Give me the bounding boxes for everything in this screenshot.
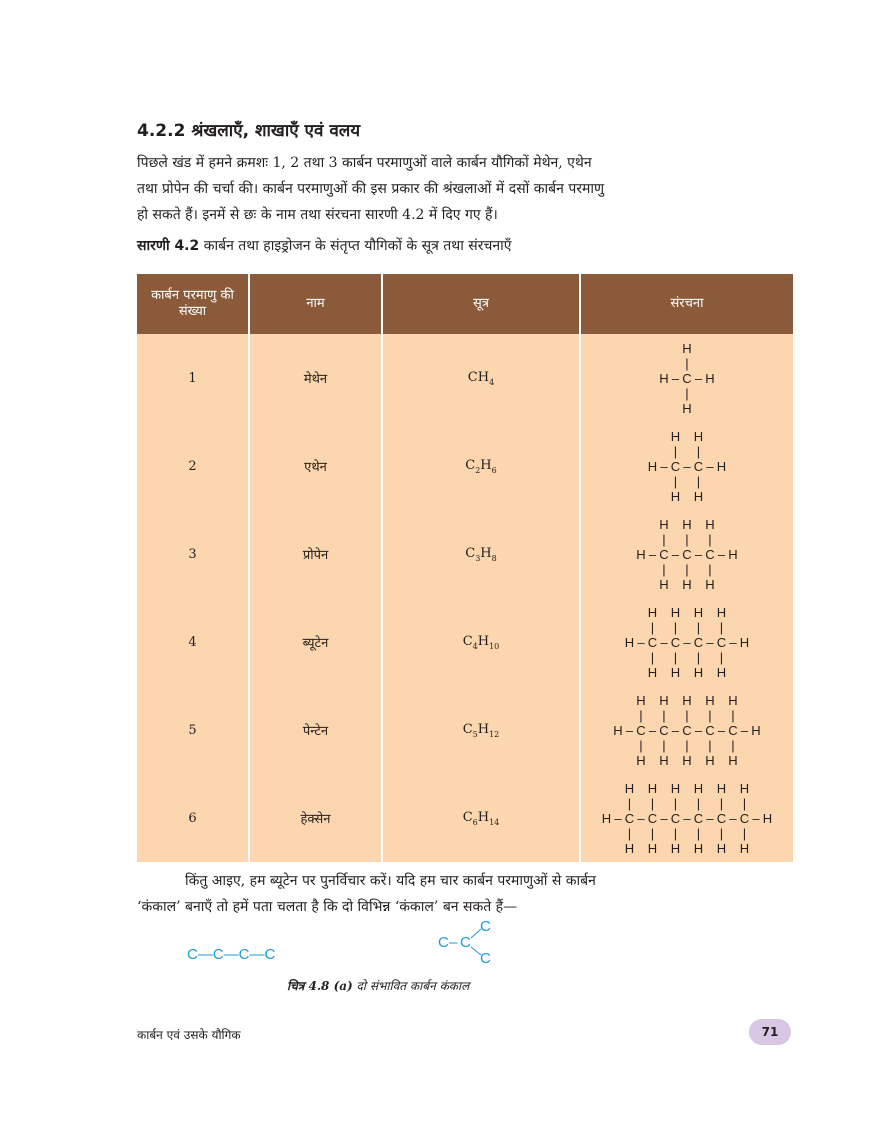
- structure-carbon-chain: H – C – C – C – C – H: [624, 634, 750, 650]
- structure-bottom-bonds: | | | | | |: [627, 825, 747, 841]
- compound-name: पेन्टेन: [249, 686, 382, 774]
- structure-carbon-chain: H – C – C – C – C – C – C – H: [601, 810, 773, 826]
- structure-carbon-chain: H – C – C – C – H: [636, 546, 738, 562]
- structure-bottom-hydrogens: H H H H H: [636, 752, 738, 768]
- table-row: [137, 422, 793, 510]
- header-name: नाम: [249, 274, 382, 334]
- compound-formula: $C_3H_8$: [382, 510, 580, 598]
- structure-bottom-bonds: | | | |: [650, 649, 724, 665]
- compound-formula: $C_2H_6$: [382, 422, 580, 510]
- structure-top-bonds: | | |: [662, 531, 712, 547]
- table-row: [137, 510, 793, 598]
- book-title: कार्बन एवं उसके यौगिक: [137, 1028, 241, 1042]
- structure-carbon-chain: H – C – C – C – C – C – H: [613, 722, 761, 738]
- table-row: [137, 598, 793, 686]
- structure-top-bonds: | |: [673, 443, 701, 459]
- branched-carbon: C: [480, 918, 491, 935]
- compound-name: प्रोपेन: [249, 510, 382, 598]
- branched-carbon: C: [480, 950, 491, 967]
- table-row: [137, 686, 793, 774]
- branched-skeleton: [438, 918, 498, 968]
- compound-structure: [580, 334, 793, 422]
- structure-top-hydrogens: H H H H H: [636, 692, 738, 708]
- structure-top-hydrogens: H H H H: [647, 604, 727, 620]
- header-structure: संरचना: [580, 274, 793, 334]
- table-caption-text: कार्बन तथा हाइड्रोजन के संतृप्त यौगिकों के सूत्र तथा संरचनाएँ: [199, 238, 512, 254]
- bond-dash: –: [449, 934, 458, 951]
- header-carbon-count: कार्बन परमाणु की संख्या: [137, 274, 249, 334]
- structure-top-hydrogens: H: [682, 340, 692, 356]
- carbon-count: 4: [137, 598, 249, 686]
- table-row: [137, 334, 793, 422]
- table-caption: [137, 236, 512, 255]
- table-caption-label: सारणी 4.2: [137, 238, 200, 254]
- carbon-count: 5: [137, 686, 249, 774]
- structure-bottom-hydrogens: H H H H: [647, 664, 727, 680]
- figure-caption: [287, 977, 469, 994]
- figure-caption-text: दो संभावित कार्बन कंकाल: [352, 979, 470, 993]
- structure-bottom-hydrogens: H H H: [659, 576, 715, 592]
- structure-carbon-chain: H – C – C – H: [647, 458, 727, 474]
- compound-name: हेक्सेन: [249, 774, 382, 862]
- table-row: [137, 774, 793, 862]
- structure-top-bonds: | | | | | |: [627, 795, 747, 811]
- butane-paragraph: [137, 868, 647, 920]
- carbon-count: 1: [137, 334, 249, 422]
- section-heading: 4.2.2 श्रंखलाएँ, शाखाएँ एवं वलय: [137, 121, 361, 141]
- page-number: 71: [749, 1019, 791, 1045]
- butane-line: किंतु आइए, हम ब्यूटेन पर पुनर्विचार करें। यदि हम चार कार्बन परमाणुओं से कार्बन: [185, 873, 596, 889]
- compound-name: ब्यूटेन: [249, 598, 382, 686]
- compound-structure: [580, 422, 793, 510]
- structure-bottom-bonds: | | |: [662, 561, 712, 577]
- compound-formula: $C_4H_{10}$: [382, 598, 580, 686]
- structure-top-bonds: | | | |: [650, 619, 724, 635]
- compound-structure: [580, 774, 793, 862]
- structure-top-hydrogens: H H H: [659, 516, 715, 532]
- straight-chain-skeleton: C—C—C—C: [187, 946, 276, 963]
- intro-line: हो सकते हैं। इनमें से छः के नाम तथा संरचना सारणी 4.2 में दिए गए हैं।: [137, 207, 498, 223]
- compound-formula: $CH_4$: [382, 334, 580, 422]
- structure-carbon-chain: H – C – H: [659, 370, 715, 386]
- structure-bottom-bonds: |: [685, 385, 689, 401]
- compound-name: एथेन: [249, 422, 382, 510]
- intro-line: तथा प्रोपेन की चर्चा की। कार्बन परमाणुओं की इस प्रकार की श्रंखलाओं में दसों कार्बन परमाणु: [137, 181, 605, 197]
- structure-bottom-bonds: | |: [673, 473, 701, 489]
- structure-top-bonds: |: [685, 355, 689, 371]
- figure-caption-label: चित्र 4.8 (a): [287, 979, 353, 993]
- structure-bottom-hydrogens: H: [682, 400, 692, 416]
- compound-name: मेथेन: [249, 334, 382, 422]
- structure-top-hydrogens: H H H H H H: [624, 780, 750, 796]
- structure-bottom-hydrogens: H H: [670, 488, 704, 504]
- carbon-count: 2: [137, 422, 249, 510]
- compound-formula: $C_5H_{12}$: [382, 686, 580, 774]
- compound-formula: $C_6H_{14}$: [382, 774, 580, 862]
- structure-top-bonds: | | | | |: [639, 707, 735, 723]
- intro-paragraph: [137, 150, 647, 228]
- intro-line: पिछले खंड में हमने क्रमशः 1, 2 तथा 3 कार्बन परमाणुओं वाले कार्बन यौगिकों मेथेन, एथेन: [137, 155, 592, 171]
- header-formula: सूत्र: [382, 274, 580, 334]
- structure-top-hydrogens: H H: [670, 428, 704, 444]
- butane-line: ‘कंकाल’ बनाएँ तो हमें पता चलता है कि दो विभिन्न ‘कंकाल’ बन सकते हैं—: [137, 899, 518, 915]
- table-header-row: [137, 274, 793, 334]
- branch-bonds: [438, 918, 498, 968]
- compound-structure: [580, 598, 793, 686]
- structure-bottom-hydrogens: H H H H H H: [624, 840, 750, 856]
- hydrocarbon-table: [137, 274, 793, 862]
- branched-carbon: C: [460, 934, 471, 951]
- compound-structure: [580, 510, 793, 598]
- carbon-count: 3: [137, 510, 249, 598]
- structure-bottom-bonds: | | | | |: [639, 737, 735, 753]
- branched-carbon: C: [438, 934, 449, 951]
- carbon-count: 6: [137, 774, 249, 862]
- compound-structure: [580, 686, 793, 774]
